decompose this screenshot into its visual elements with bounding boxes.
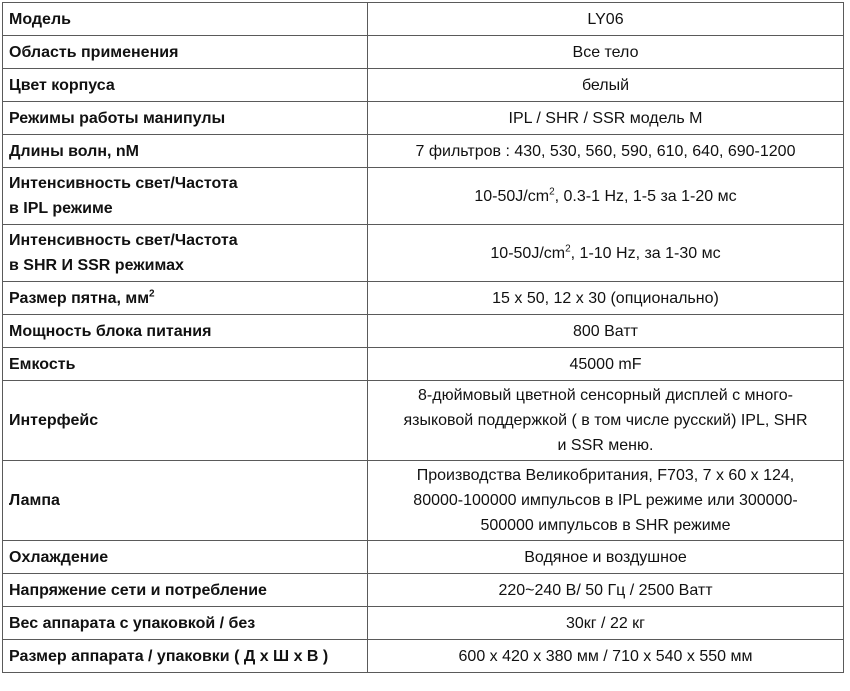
spec-row-lamp [3, 461, 844, 541]
spec-row-voltage [3, 574, 844, 607]
spec-value [368, 168, 844, 225]
spec-row-power-supply [3, 315, 844, 348]
spec-value [368, 381, 844, 461]
spec-value: 30кг / 22 кг [368, 607, 844, 640]
spec-value: 15 x 50, 12 x 30 (опционально) [368, 282, 844, 315]
superscript: 2 [149, 288, 155, 300]
spec-row-wavelengths [3, 135, 844, 168]
superscript: 2 [549, 186, 555, 198]
spec-value: Водяное и воздушное [368, 541, 844, 574]
spec-value-line: 500000 импульсов в SHR режиме [480, 517, 731, 534]
spec-value: LY06 [368, 3, 844, 36]
spec-value: 7 фильтров : 430, 530, 560, 590, 610, 640, 690-1200 [368, 135, 844, 168]
spec-row-handpiece-modes [3, 102, 844, 135]
spec-table [2, 2, 844, 673]
spec-value: 45000 mF [368, 348, 844, 381]
spec-value: Все тело [368, 36, 844, 69]
spec-row-dimensions [3, 640, 844, 673]
spec-label: Лампа [3, 461, 368, 541]
spec-label: Емкость [3, 348, 368, 381]
spec-label: Мощность блока питания [3, 315, 368, 348]
spec-label: Напряжение сети и потребление [3, 574, 368, 607]
spec-row-area [3, 36, 844, 69]
spec-label: Охлаждение [3, 541, 368, 574]
spec-row-model [3, 3, 844, 36]
spec-value [368, 225, 844, 282]
spec-row-ipl-intensity [3, 168, 844, 225]
spec-value-text: 10-50J/cm [474, 187, 550, 205]
spec-label: Область применения [3, 36, 368, 69]
spec-value-line: Производства Великобритания, F703, 7 x 60 x 124, [416, 467, 795, 484]
spec-row-interface [3, 381, 844, 461]
spec-label [3, 168, 368, 225]
spec-value-line: языковой поддержкой ( в том числе русский) IPL, SHR [403, 412, 808, 429]
spec-value-line: 8-дюймовый цветной сенсорный дисплей с много- [418, 387, 793, 404]
spec-value: 600 x 420 x 380 мм / 710 x 540 x 550 мм [368, 640, 844, 673]
superscript: 2 [565, 243, 571, 255]
spec-label-line: в IPL режиме [9, 200, 113, 217]
spec-row-weight [3, 607, 844, 640]
spec-label: Цвет корпуса [3, 69, 368, 102]
spec-label [3, 225, 368, 282]
spec-label-line: Интенсивность свет/Частота [9, 175, 238, 192]
spec-row-capacity [3, 348, 844, 381]
spec-label [3, 282, 368, 315]
spec-value-text: , 0.3-1 Hz, 1-5 за 1-20 мс [554, 187, 737, 205]
spec-value: IPL / SHR / SSR модель M [368, 102, 844, 135]
spec-value-text: 10-50J/cm [490, 244, 566, 262]
spec-value: 800 Ватт [368, 315, 844, 348]
spec-label: Размер аппарата / упаковки ( Д х Ш х В ) [3, 640, 368, 673]
spec-value: 220~240 В/ 50 Гц / 2500 Ватт [368, 574, 844, 607]
spec-row-body-color [3, 69, 844, 102]
spec-label: Режимы работы манипулы [3, 102, 368, 135]
spec-label-line: Интенсивность свет/Частота [9, 232, 238, 249]
spec-label: Вес аппарата с упаковкой / без [3, 607, 368, 640]
spec-value [368, 461, 844, 541]
spec-row-cooling [3, 541, 844, 574]
spec-label-text: Размер пятна, мм [9, 289, 150, 307]
spec-row-spot-size [3, 282, 844, 315]
spec-value: белый [368, 69, 844, 102]
spec-value-line: и SSR меню. [557, 437, 654, 454]
spec-row-shr-intensity [3, 225, 844, 282]
spec-label: Интерфейс [3, 381, 368, 461]
spec-label: Модель [3, 3, 368, 36]
spec-value-line: 80000-100000 импульсов в IPL режиме или 300000- [413, 492, 798, 509]
spec-label: Длины волн, nM [3, 135, 368, 168]
spec-label-line: в SHR И SSR режимах [9, 257, 184, 274]
spec-value-text: , 1-10 Hz, за 1-30 мс [570, 244, 721, 262]
